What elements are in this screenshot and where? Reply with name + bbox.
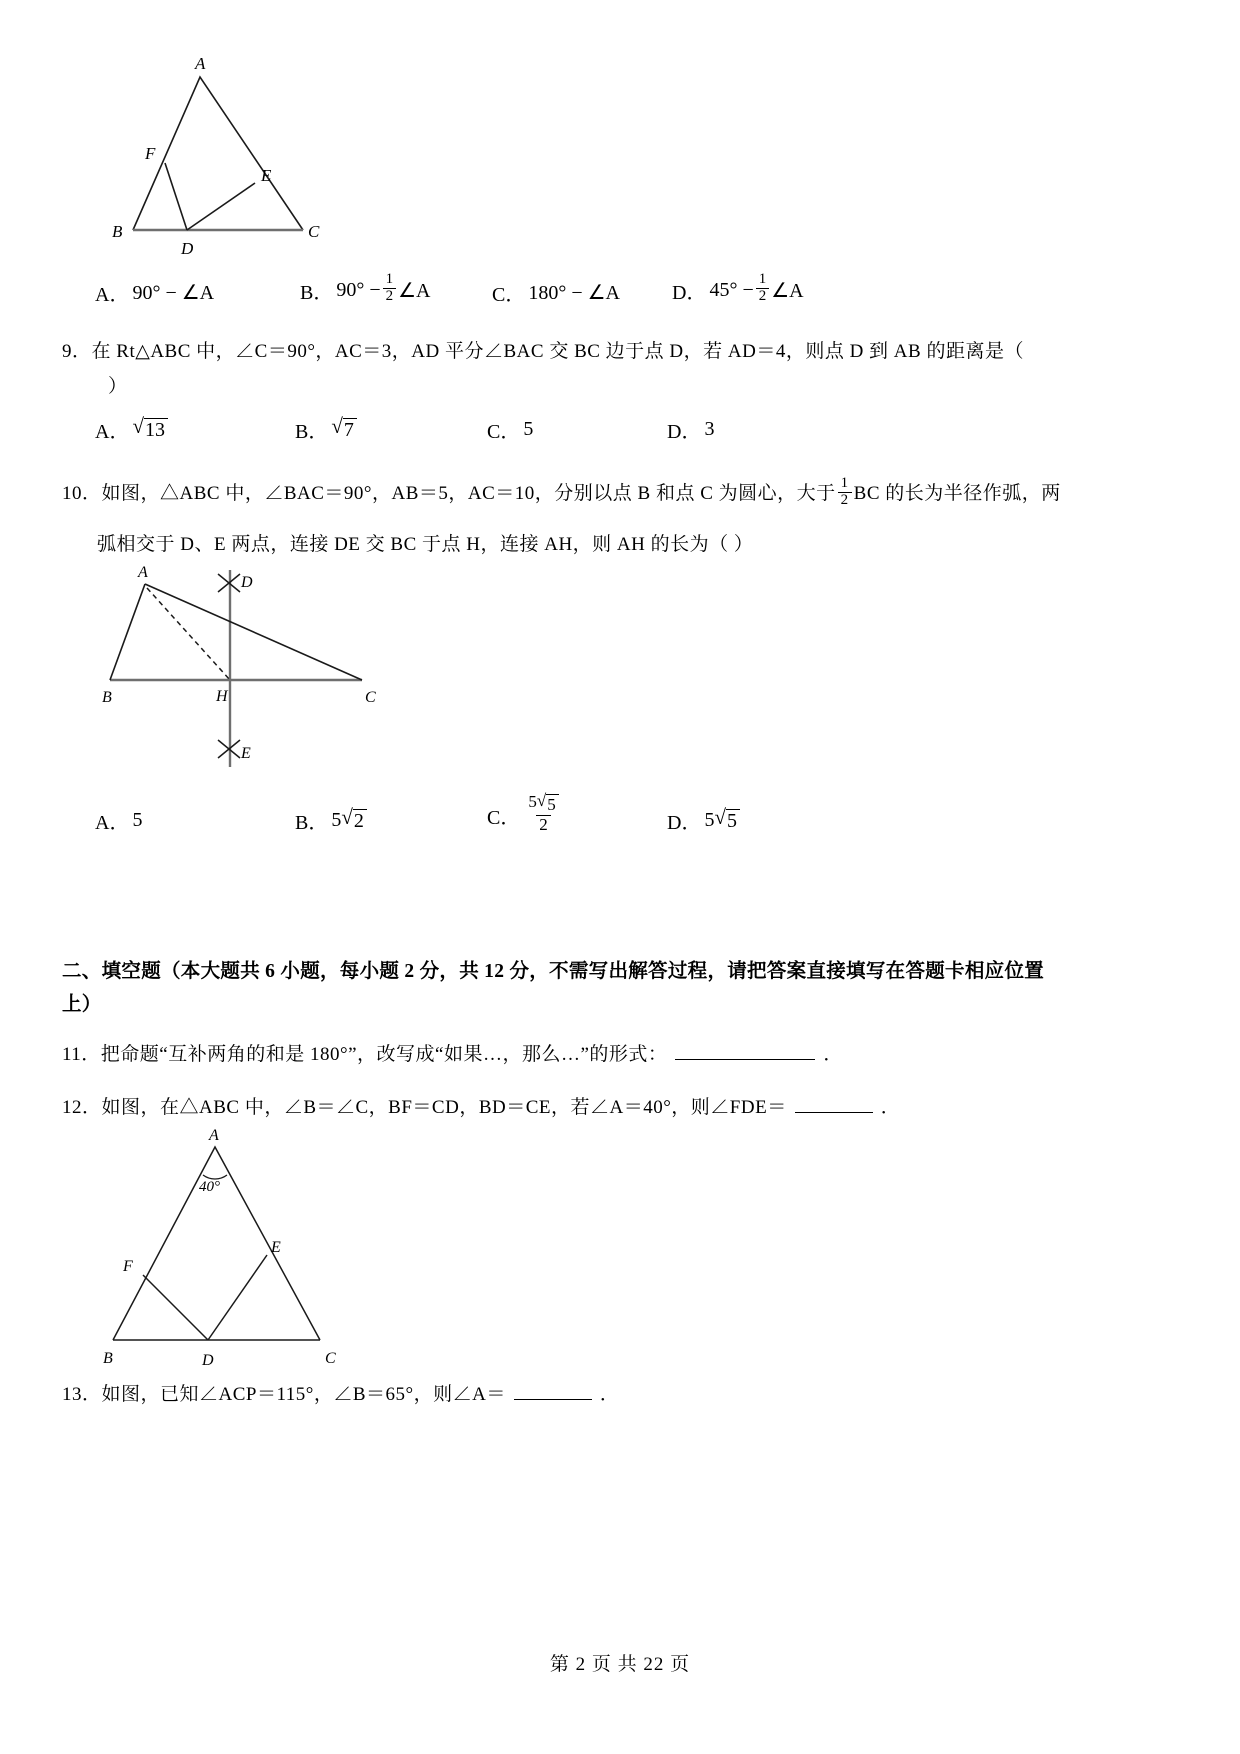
question-12-tail: ．	[880, 1097, 901, 1118]
figure-q12	[95, 1125, 385, 1375]
q10-option-d-radicand: 5	[726, 809, 740, 833]
q8-option-b-prefix: 90° −	[336, 278, 381, 301]
figure-q10-label-E: E	[241, 745, 251, 762]
question-10-number: 10．	[62, 483, 102, 505]
q10-option-c-denominator: 2	[536, 815, 551, 834]
q8-option-c-label: C．	[492, 283, 526, 306]
question-12	[62, 1093, 1172, 1123]
question-10-line2-text: 弧相交于 D、E 两点，连接 DE 交 BC 于点 H，连接 AH，则 AH 的长为（ ）	[97, 534, 754, 555]
q10-option-c[interactable]	[487, 791, 667, 835]
q8-option-b-numerator: 1	[385, 271, 394, 287]
q9-options	[95, 415, 855, 444]
radical-sign-icon: √	[536, 791, 547, 810]
q9-option-a-label: A．	[95, 421, 130, 443]
q10-option-c-num-radical	[537, 793, 559, 815]
figure-q12-label-B: B	[103, 1350, 113, 1367]
question-13-answer-blank[interactable]	[514, 1399, 592, 1400]
question-11-text: 把命题“互补两角的和是 180°”，改写成“如果…，那么…”的形式：	[100, 1044, 668, 1065]
q8-option-d-label: D．	[672, 281, 707, 304]
radical-sign-icon: √	[341, 805, 353, 830]
q9-option-c-text: 5	[523, 418, 534, 440]
question-9-paren	[108, 372, 128, 402]
question-10-line1	[62, 475, 1182, 511]
figure-q10	[90, 562, 420, 784]
q8-option-a-text: 90° − ∠A	[132, 281, 215, 304]
q8-option-d-numerator: 1	[758, 271, 767, 287]
q9-option-c[interactable]	[487, 415, 667, 444]
q8-option-b[interactable]	[300, 271, 492, 307]
q10-option-c-num-radicand: 5	[546, 794, 559, 815]
figure-q10-label-A: A	[138, 564, 148, 581]
question-10-line1-pre: 如图，△ABC 中，∠BAC＝90°，AB＝5，AC＝10，分别以点 B 和点 C 为圆心，大于	[101, 483, 836, 505]
page-footer-text: 第 2 页 共 22 页	[549, 1654, 691, 1675]
q9-option-b-radicand: 7	[343, 418, 357, 442]
question-13	[62, 1380, 1172, 1410]
section-2-heading-line1: 二、填空题（本大题共 6 小题，每小题 2 分，共 12 分，不需写出解答过程，请把答案直接填写在答题卡相应位置	[62, 961, 1045, 982]
question-10-denominator: 2	[838, 492, 852, 509]
question-10-numerator: 1	[840, 475, 849, 491]
q9-option-a[interactable]	[95, 415, 295, 444]
q8-option-b-suffix: ∠A	[398, 279, 431, 302]
figure-q12-label-F: F	[123, 1258, 133, 1275]
figure-q12-label-E: E	[271, 1239, 281, 1256]
question-13-tail: ．	[599, 1384, 620, 1405]
figure-q8-label-E: E	[261, 166, 272, 185]
figure-q10-label-H: H	[216, 688, 228, 705]
q10-option-c-fraction	[525, 793, 561, 833]
question-10-line1-post: BC 的长为半径作弧，两	[853, 483, 1061, 505]
figure-q8-label-F: F	[145, 144, 156, 163]
q10-option-a-label: A．	[95, 812, 130, 835]
q10-option-d-label: D．	[667, 812, 702, 835]
section-2-heading	[62, 955, 1182, 1021]
figure-q8-label-B: B	[112, 222, 123, 241]
q8-option-c[interactable]	[492, 278, 672, 307]
figure-q8-label-C: C	[308, 222, 320, 241]
q8-option-b-fraction	[383, 272, 397, 305]
question-11-tail: ．	[823, 1044, 843, 1065]
q10-option-a-text: 5	[132, 809, 143, 832]
section-2-heading-line2: 上）	[62, 994, 102, 1015]
figure-q12-label-D: D	[202, 1352, 214, 1369]
q9-option-b-label: B．	[295, 421, 329, 443]
q8-option-d-denominator: 2	[756, 288, 770, 305]
q8-option-a[interactable]	[95, 278, 300, 307]
q10-option-b-coefficient: 5	[331, 809, 342, 832]
question-13-number: 13．	[62, 1384, 102, 1405]
q8-option-d-suffix: ∠A	[771, 279, 804, 302]
figure-q8	[95, 55, 395, 260]
q10-option-b-radical	[341, 805, 367, 833]
q9-option-b[interactable]	[295, 415, 487, 444]
q10-option-d[interactable]	[667, 806, 740, 835]
q9-option-d[interactable]	[667, 415, 714, 444]
figure-q8-label-D: D	[181, 239, 194, 258]
figure-q12-label-C: C	[325, 1350, 336, 1367]
question-12-text: 如图，在△ABC 中，∠B＝∠C，BF＝CD，BD＝CE，若∠A＝40°，则∠FDE＝	[101, 1097, 787, 1118]
figure-q8-label-A: A	[195, 55, 206, 73]
radical-sign-icon: √	[714, 805, 726, 830]
q9-option-c-label: C．	[487, 421, 521, 443]
q10-option-a[interactable]	[95, 806, 295, 835]
q10-option-b-radicand: 2	[353, 809, 367, 833]
q8-option-c-text: 180° − ∠A	[528, 281, 620, 304]
question-9	[62, 337, 1172, 367]
radical-sign-icon: √	[331, 414, 343, 438]
question-11-number: 11．	[62, 1044, 101, 1065]
question-10-fraction	[838, 476, 852, 509]
figure-q10-label-C: C	[365, 689, 376, 706]
q9-option-d-label: D．	[667, 421, 702, 443]
q10-option-c-num-coefficient: 5	[528, 792, 537, 811]
question-9-text: 在 Rt△ABC 中，∠C＝90°，AC＝3，AD 平分∠BAC 交 BC 边于点 D，若 AD＝4，则点 D 到 AB 的距离是（	[91, 341, 1024, 362]
q10-option-c-numerator	[525, 793, 561, 815]
q10-option-d-radical	[714, 805, 740, 833]
question-9-paren-close: ）	[108, 376, 128, 397]
q9-option-a-radicand: 13	[144, 418, 168, 442]
q9-option-b-radical	[331, 414, 357, 442]
question-10-line2	[97, 530, 1197, 560]
question-12-number: 12．	[62, 1097, 102, 1118]
q8-option-b-label: B．	[300, 281, 334, 304]
figure-q10-label-B: B	[102, 689, 112, 706]
q8-option-d[interactable]	[672, 271, 804, 307]
q9-option-d-text: 3	[704, 418, 715, 440]
figure-q10-label-D: D	[241, 574, 253, 591]
q10-option-b-label: B．	[295, 812, 329, 835]
figure-q12-angle-value: 40°	[199, 1179, 220, 1195]
page-footer	[0, 1649, 1240, 1676]
q8-option-b-denominator: 2	[383, 288, 397, 305]
q8-option-a-label: A．	[95, 283, 130, 306]
q8-option-d-fraction	[756, 272, 770, 305]
q8-option-d-prefix: 45° −	[709, 278, 754, 301]
q8-options	[95, 271, 1055, 307]
q10-option-b[interactable]	[295, 806, 487, 835]
q10-option-d-coefficient: 5	[704, 809, 715, 832]
q10-options	[95, 791, 855, 835]
question-11-answer-blank[interactable]	[675, 1059, 815, 1060]
question-9-number: 9．	[62, 341, 92, 362]
radical-sign-icon: √	[132, 414, 144, 438]
question-11	[62, 1040, 1172, 1070]
q9-option-a-radical	[132, 414, 168, 442]
question-12-answer-blank[interactable]	[795, 1112, 873, 1113]
question-13-text: 如图，已知∠ACP＝115°，∠B＝65°，则∠A＝	[101, 1384, 506, 1405]
q10-option-c-label: C．	[487, 806, 521, 829]
figure-q12-label-A: A	[209, 1127, 219, 1144]
